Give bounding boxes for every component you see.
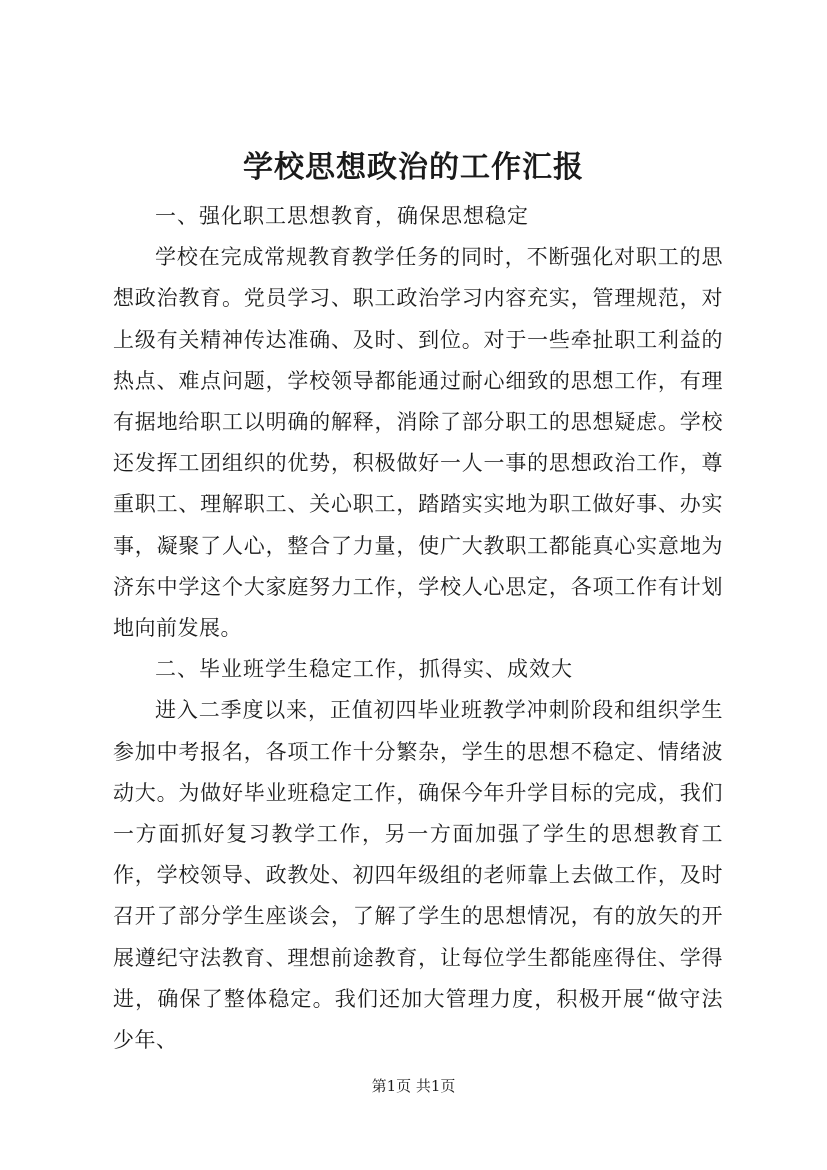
section-1-heading: 一、强化职工思想教育，确保思想稳定 [155, 204, 529, 228]
section-2-heading: 二、毕业班学生稳定工作，抓得实、成效大 [155, 657, 573, 682]
document-body [113, 196, 723, 1061]
document-title: 学校思想政治的工作汇报 [243, 150, 584, 185]
section-1-paragraph: 学校在完成常规教育教学任务的同时，不断强化对职工的思想政治教育。党员学习、职工政治学习内容充实，管理规范，对上级有关精神传达准确、及时、到位。对于一些牵扯职工利益的热点、难点问题，学校领导都能通过耐心细致的思想工作，有理有据地给职工以明确的解释，消除了部分职工的思想疑虑。学校还发挥工团组织的优势，积极做好一人一事的思想政治工作，尊重职工、理解职工、关心职工，踏踏实实地为职工做好事、办实事，凝聚了人心，整合了力量，使广大教职工都能真心实意地为济东中学这个大家庭努力工作，学校人心思定，各项工作有计划地向前发展。 [113, 245, 723, 641]
page-footer: 第1页 共1页 [371, 1077, 456, 1095]
section-2-paragraph: 进入二季度以来，正值初四毕业班教学冲刺阶段和组织学生参加中考报名，各项工作十分繁杂，学生的思想不稳定、情绪波动大。为做好毕业班稳定工作，确保今年升学目标的完成，我们一方面抓好复习教学工作，另一方面加强了学生的思想教育工作，学校领导、政教处、初四年级组的老师靠上去做工作，及时召开了部分学生座谈会，了解了学生的思想情况，有的放矢的开展遵纪守法教育、理想前途教育，让每位学生都能座得住、学得进，确保了整体稳定。我们还加大管理力度，积极开展“做守法少年、 [113, 698, 723, 1053]
